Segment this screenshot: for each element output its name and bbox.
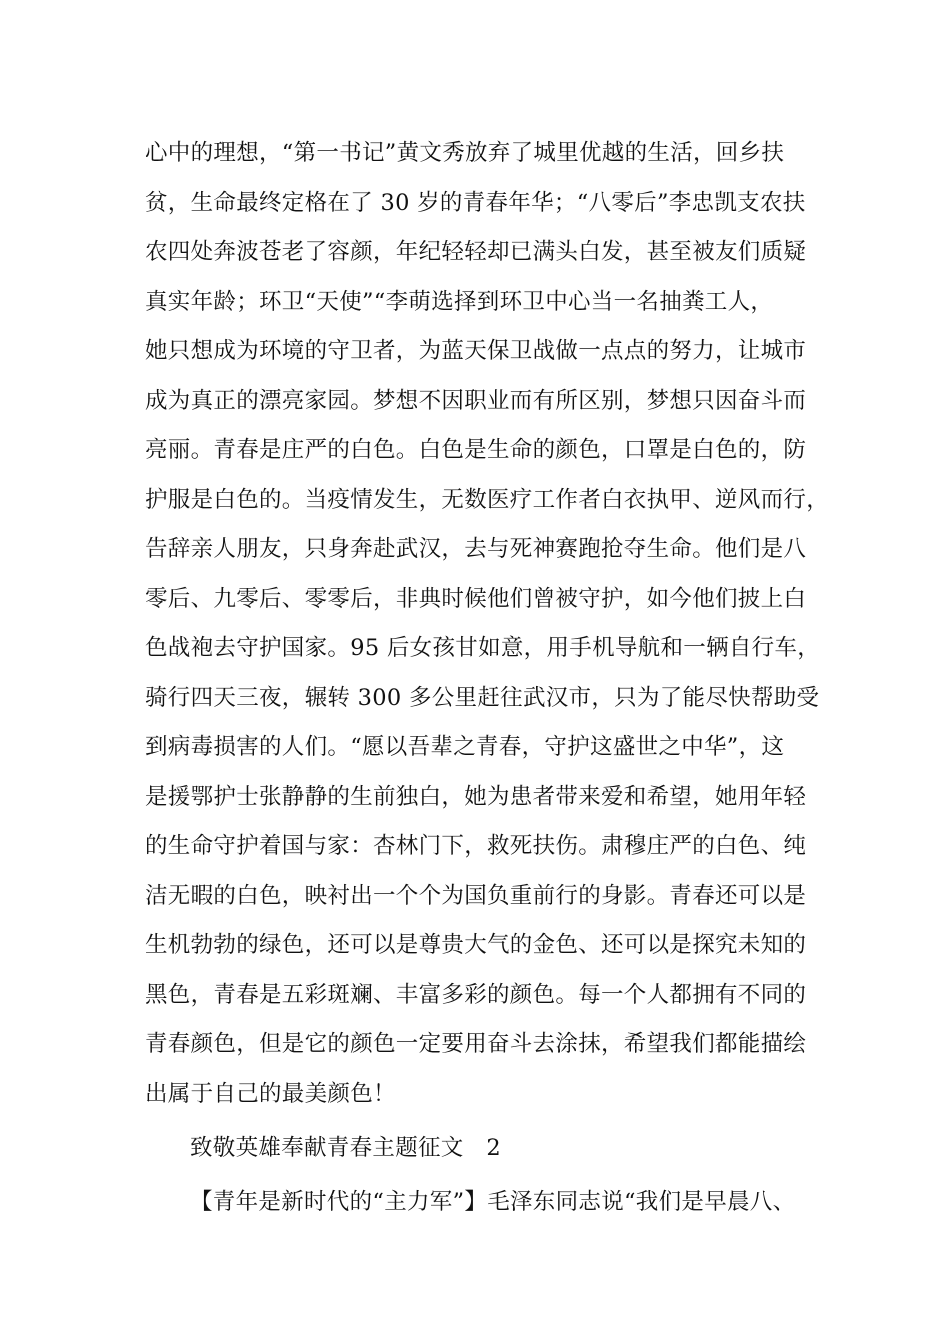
body-line: 洁无暇的白色，映衬出一个个为国负重前行的身影。青春还可以是 — [145, 882, 807, 909]
body-line: 农四处奔波苍老了容颜，年纪轻轻却已满头白发，甚至被友们质疑 — [145, 239, 807, 265]
body-line: 出属于自己的最美颜色！ — [145, 1080, 396, 1107]
document-body — [145, 129, 835, 1228]
body-line: 青春颜色，但是它的颜色一定要用奋斗去涂抹，希望我们都能描绘 — [145, 1031, 807, 1057]
body-line: 色战袍去守护国家。95 后女孩甘如意，用手机导航和一辆自行车， — [145, 635, 821, 661]
body-line: 是援鄂护士张静静的生前独白，她为患者带来爱和希望，她用年轻 — [145, 783, 807, 810]
body-line: 贫，生命最终定格在了 30 岁的青春年华；“八零后”李忠凯支农扶 — [145, 189, 806, 216]
body-line: 的生命守护着国与家：杏林门下，救死扶伤。肃穆庄严的白色、纯 — [145, 833, 807, 859]
body-line: 真实年龄；环卫“天使”“李萌选择到环卫中心当一名抽粪工人， — [145, 288, 774, 315]
paragraph-first-line: 【青年是新时代的“主力军”】毛泽东同志说“我们是早晨八、 — [190, 1189, 796, 1215]
body-line: 到病毒损害的人们。“愿以吾辈之青春，守护这盛世之中华”，这 — [145, 734, 785, 760]
body-line: 黑色，青春是五彩斑斓、丰富多彩的颜色。每一个人都拥有不同的 — [145, 981, 807, 1008]
section-heading: 致敬英雄奉献青春主题征文 2 — [190, 1135, 502, 1161]
body-line: 告辞亲人朋友，只身奔赴武汉，去与死神赛跑抢夺生命。他们是八 — [145, 536, 807, 562]
body-line: 心中的理想，“第一书记”黄文秀放弃了城里优越的生活，回乡扶 — [145, 140, 785, 166]
body-line: 骑行四天三夜，辗转 300 多公里赶往武汉市，只为了能尽快帮助受 — [145, 684, 820, 711]
body-line: 护服是白色的。当疫情发生，无数医疗工作者白衣执甲、逆风而行， — [145, 486, 830, 513]
body-line: 亮丽。青春是庄严的白色。白色是生命的颜色，口罩是白色的，防 — [145, 437, 807, 463]
body-line: 零后、九零后、零零后，非典时候他们曾被守护，如今他们披上白 — [145, 585, 807, 612]
body-line: 她只想成为环境的守卫者，为蓝天保卫战做一点点的努力，让城市 — [145, 338, 807, 364]
body-line: 成为真正的漂亮家园。梦想不因职业而有所区别，梦想只因奋斗而 — [145, 387, 807, 414]
body-line: 生机勃勃的绿色，还可以是尊贵大气的金色、还可以是探究未知的 — [145, 932, 807, 958]
